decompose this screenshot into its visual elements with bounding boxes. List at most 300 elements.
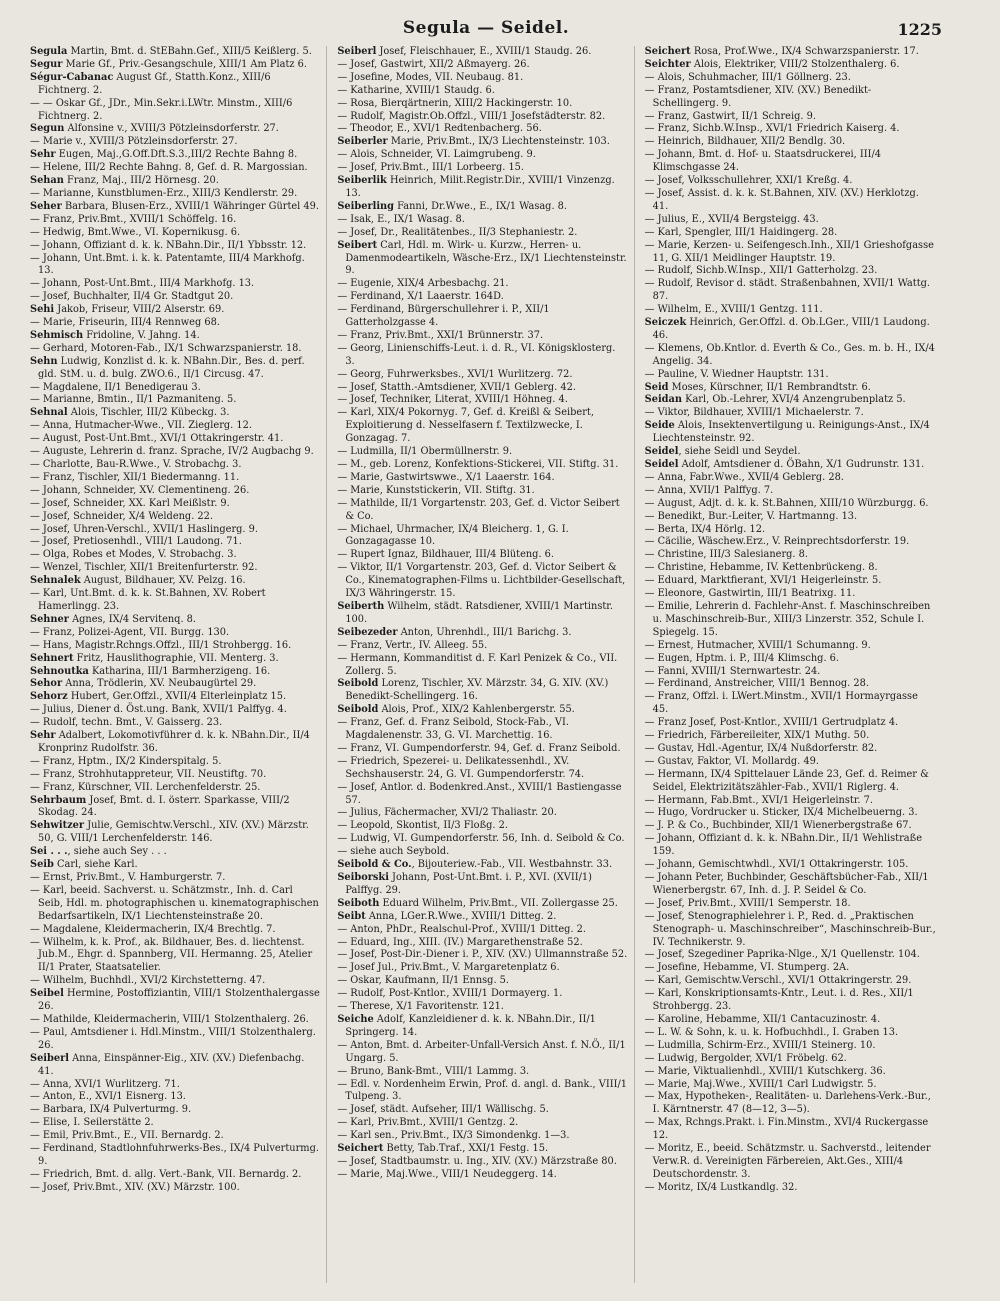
entry-details: Alois, Prof., XIX/2 Kahlenbergerstr. 55. bbox=[378, 704, 575, 716]
directory-entry bbox=[645, 394, 936, 407]
directory-entry bbox=[30, 627, 320, 640]
entry-details: — Gustav, Hdl.-Agentur, IX/4 Nußdorferstr. 82. bbox=[644, 742, 878, 754]
directory-entry bbox=[645, 1066, 936, 1079]
directory-entry bbox=[645, 46, 936, 59]
entry-details: — Marie, Kunststickerin, VII. Stiftg. 31. bbox=[337, 484, 535, 496]
directory-entry bbox=[30, 1182, 320, 1195]
directory-entry bbox=[645, 820, 936, 833]
directory-entry bbox=[30, 98, 320, 124]
directory-entry bbox=[30, 227, 320, 240]
entry-details: — Josef, Techniker, Literat, XVIII/1 Höhneg. 4. bbox=[337, 394, 568, 406]
directory-entry bbox=[30, 704, 320, 717]
entry-details: — Marie, Maj.Wwe., VIII/1 Neudeggerg. 14. bbox=[337, 1168, 557, 1180]
entry-details: — Helene, III/2 Rechte Bahng. 8, Gef. d. R. Margossian. bbox=[30, 162, 308, 174]
entry-surname: Seiberl bbox=[337, 46, 377, 57]
directory-entry bbox=[645, 691, 936, 717]
entry-surname: Segur bbox=[30, 58, 63, 70]
directory-entry bbox=[645, 833, 936, 859]
entry-details: — Viktor, Bildhauer, XVIII/1 Michaelerstr. 7. bbox=[644, 407, 864, 419]
directory-entry bbox=[645, 214, 936, 227]
directory-entry bbox=[645, 1014, 936, 1027]
entry-details: — Franz, Postamtsdiener, XIV. (XV.) Benedikt-Schellingerg. 9. bbox=[644, 84, 872, 109]
entry-details: — Christine, III/3 Salesianerg. 8. bbox=[644, 549, 809, 561]
entry-surname: Seibel bbox=[30, 988, 64, 1000]
directory-entry bbox=[30, 975, 320, 988]
entry-details: — Johann, Post-Unt.Bmt., III/4 Markhofg. 13. bbox=[30, 278, 255, 290]
entry-surname: Seibert bbox=[337, 239, 378, 251]
entry-details: — Emil, Priv.Bmt., E., VII. Bernardg. 2. bbox=[30, 1130, 224, 1142]
directory-entry bbox=[337, 937, 627, 950]
entry-details: — Wilhelm, k. k. Prof., ak. Bildhauer, Bes. d. liechtenst. Jub.M., Ehgr. d. Spannberg, VII. Hermanng. 25, Atelier II/1 Prater, Staatsatelier. bbox=[30, 936, 313, 974]
entry-details: — Anna, XVI/1 Wurlitzerg. 71. bbox=[30, 1078, 180, 1090]
entry-surname: Seibezeder bbox=[337, 626, 398, 638]
entry-details: — Julius, Fächermacher, XVI/2 Thaliastr. 20. bbox=[337, 807, 557, 819]
entry-surname: Seichter bbox=[644, 58, 691, 70]
entry-surname: Seid bbox=[644, 381, 669, 393]
directory-entry bbox=[645, 756, 936, 769]
entry-details: — Mathilde, II/1 Vorgartenstr. 203, Gef. d. Victor Seibert & Co. bbox=[337, 497, 620, 522]
entry-surname: Seidel bbox=[644, 459, 679, 470]
directory-entry bbox=[337, 162, 627, 175]
directory-entry bbox=[30, 498, 320, 511]
entry-details: — Karl sen., Priv.Bmt., IX/3 Simondenkg. 1—3. bbox=[337, 1130, 570, 1142]
directory-entry bbox=[337, 59, 627, 72]
entry-details: — Magdalene, II/1 Benedigerau 3. bbox=[30, 381, 201, 393]
entry-details: — — Oskar Gf., JDr., Min.Sekr.i.LWtr. Minstm., XIII/6 Fichtnerg. 2. bbox=[30, 97, 293, 122]
directory-entry bbox=[30, 1079, 320, 1092]
entry-details: — Franz, Strohhutappreteur, VII. Neustiftg. 70. bbox=[30, 768, 267, 780]
directory-entry bbox=[30, 433, 320, 446]
entry-surname: Sei . . . bbox=[30, 846, 68, 858]
entry-details: — Franz, Tischler, XII/1 Biedermanng. 11. bbox=[30, 471, 240, 483]
directory-entry bbox=[645, 304, 936, 317]
entry-details: Marie, Priv.Bmt., IX/3 Liechtensteinstr. 103. bbox=[387, 136, 610, 148]
directory-entry bbox=[645, 111, 936, 124]
directory-entry bbox=[645, 446, 936, 459]
directory-entry bbox=[337, 846, 627, 859]
entry-details: — Magdalene, Kleidermacherin, IX/4 Brechtlg. 7. bbox=[30, 923, 276, 935]
entry-details: Martin, Bmt. d. StEBahn.Gef., XIII/5 Keißlerg. 5. bbox=[67, 46, 312, 57]
entry-details: — Josef, Stadtbaumstr. u. Ing., XIV. (XV.) Märzstraße 80. bbox=[337, 1155, 617, 1167]
entry-details: — Marie, Kerzen- u. Seifengesch.Inh., XII/1 Grieshofgasse 11, G. XII/1 Meidlinger Hauptstr. 19. bbox=[644, 239, 934, 264]
entry-details: — Josef, Dr., Realitätenbes., II/3 Stephaniestr. 2. bbox=[337, 226, 578, 238]
entry-surname: Seibt bbox=[337, 910, 366, 922]
entry-details: — Franz, VI. Gumpendorferstr. 94, Gef. d. Franz Seibold. bbox=[337, 742, 621, 754]
directory-entry bbox=[337, 807, 627, 820]
directory-entry bbox=[30, 562, 320, 575]
entry-details: August Gf., Statth.Konz., XIII/6 Fichtnerg. 2. bbox=[38, 71, 271, 96]
entry-details: — Berta, IX/4 Hörlg. 12. bbox=[644, 523, 766, 535]
entry-details: — August, Post-Unt.Bmt., XVI/1 Ottakringerstr. 41. bbox=[30, 433, 284, 445]
directory-entry bbox=[337, 1169, 627, 1182]
entry-surname: Sehr bbox=[30, 149, 56, 161]
entry-surname: Seiberler bbox=[337, 136, 388, 148]
entry-details: — Johann Peter, Buchbinder, Geschäftsbücher-Fab., XII/1 Wienerbergstr. 67, Inh. d. J. P. Seidel & Co. bbox=[644, 872, 929, 896]
entry-details: — Rudolf, Post-Kntlor., XVIII/1 Dormayerg. 1. bbox=[337, 988, 563, 1000]
entry-details: Katharina, III/1 Barmherzigeng. 16. bbox=[88, 665, 271, 677]
entry-details: — Karoline, Hebamme, XII/1 Cantacuzinostr. 4. bbox=[644, 1013, 881, 1025]
entry-details: — siehe auch Seybold. bbox=[337, 846, 450, 858]
directory-entry bbox=[30, 1130, 320, 1143]
entry-details: , siehe Seidl und Seydel. bbox=[678, 446, 801, 458]
directory-entry bbox=[645, 666, 936, 679]
entry-surname: Seide bbox=[644, 420, 675, 432]
entry-details: — Max, Rchngs.Prakt. i. Fin.Minstm., XVI/4 Ruckergasse 12. bbox=[644, 1117, 929, 1142]
entry-details: Fritz, Hauslithographie, VII. Menterg. 3. bbox=[73, 652, 279, 664]
entry-surname: Sehi bbox=[30, 304, 55, 316]
directory-entry bbox=[30, 1014, 320, 1027]
entry-details: — Viktor, II/1 Vorgartenstr. 203, Gef. d. Victor Seibert & Co., Kinematographen-Films u. Lichtbilder-Gesellschaft, IX/3 Währingerstr. 15. bbox=[337, 562, 626, 600]
directory-entry bbox=[645, 485, 936, 498]
entry-details: August, Bildhauer, XV. Pelzg. 16. bbox=[80, 575, 246, 587]
directory-entry bbox=[30, 1091, 320, 1104]
directory-entry bbox=[337, 911, 627, 924]
directory-entry bbox=[645, 588, 936, 601]
directory-entry bbox=[645, 136, 936, 149]
directory-entry bbox=[30, 330, 320, 343]
directory-entry bbox=[645, 343, 936, 369]
entry-details: — Paul, Amtsdiener i. Hdl.Minstm., VIII/1 Stolzenthalerg. 26. bbox=[30, 1026, 316, 1051]
entry-details: — Josef, Post-Dir.-Diener i. P., XIV. (XV.) Ullmannstraße 52. bbox=[337, 949, 628, 961]
entry-details: — Franz, Priv.Bmt., XXI/1 Brünnerstr. 37. bbox=[337, 329, 544, 341]
directory-entry bbox=[337, 820, 627, 833]
entry-details: — Benedikt, Bur.-Leiter, V. Hartmanng. 13. bbox=[644, 510, 858, 522]
directory-entry bbox=[30, 859, 320, 872]
entry-details: — Heinrich, Bildhauer, XII/2 Bendlg. 30. bbox=[644, 136, 846, 148]
entry-details: — M., geb. Lorenz, Konfektions-Stickerei, VII. Stiftg. 31. bbox=[337, 459, 619, 470]
entry-details: — Franz Josef, Post-Kntlor., XVIII/1 Gertrudplatz 4. bbox=[644, 717, 899, 729]
directory-entry bbox=[337, 962, 627, 975]
directory-entry bbox=[337, 111, 627, 124]
entry-details: — Anton, E., XVI/1 Eisnerg. 13. bbox=[30, 1091, 186, 1103]
entry-details: — Josef, Schneider, XX. Karl Meißlstr. 9. bbox=[30, 497, 230, 509]
directory-entry bbox=[645, 265, 936, 278]
entry-details: — Rudolf, Revisor d. städt. Straßenbahnen, XVII/1 Wattg. 87. bbox=[644, 278, 931, 303]
directory-entry bbox=[645, 898, 936, 911]
directory-entry bbox=[30, 614, 320, 627]
directory-entry bbox=[30, 201, 320, 214]
directory-entry bbox=[30, 549, 320, 562]
directory-entry bbox=[645, 549, 936, 562]
directory-entry bbox=[30, 136, 320, 149]
directory-entry bbox=[30, 937, 320, 976]
directory-entry bbox=[337, 743, 627, 756]
directory-entry bbox=[645, 175, 936, 188]
running-head: Segula — Seidel. bbox=[402, 18, 570, 38]
entry-details: — Ludwig, VI. Gumpendorferstr. 56, Inh. d. Seibold & Co. bbox=[337, 833, 625, 845]
directory-entry bbox=[30, 278, 320, 291]
entry-details: — Wilhelm, Buchhdl., XVI/2 Kirchstetterng. 47. bbox=[30, 975, 266, 987]
entry-details: — Franz, Gastwirt, II/1 Schreig. 9. bbox=[644, 110, 816, 122]
entry-details: — Oskar, Kaufmann, II/1 Ennsg. 5. bbox=[337, 975, 510, 987]
entry-details: Anna, LGer.R.Wwe., XVIII/1 Ditteg. 2. bbox=[365, 910, 557, 922]
directory-entry bbox=[337, 1104, 627, 1117]
entry-details: Adolf, Amtsdiener d. ÖBahn, X/1 Gudrunstr. 131. bbox=[678, 459, 925, 470]
entry-surname: Seidan bbox=[644, 394, 683, 406]
entry-surname: Sehorz bbox=[30, 691, 68, 703]
entry-details: — Ferdinand, Stadtlohnfuhrwerks-Bes., IX/4 Pulverturmg. 9. bbox=[30, 1143, 319, 1167]
entry-details: — Marie, Gastwirtswwe., X/1 Laaerstr. 164. bbox=[337, 471, 555, 483]
entry-details: — Fanni, XVIII/1 Sternwartestr. 24. bbox=[644, 665, 821, 677]
directory-entry bbox=[30, 1104, 320, 1117]
entry-details: Alfonsine v., XVIII/3 Pötzleinsdorferstr. 27. bbox=[64, 123, 279, 135]
entry-details: — Wilhelm, E., XVIII/1 Gentzg. 111. bbox=[644, 304, 823, 316]
directory-entry bbox=[30, 291, 320, 304]
directory-entry bbox=[30, 872, 320, 885]
directory-entry bbox=[337, 898, 627, 911]
entry-details: Anton, Uhrenhdl., III/1 Barichg. 3. bbox=[397, 626, 572, 638]
entry-details: — Josef, Pretiosenhdl., VIII/1 Laudong. 71. bbox=[30, 536, 242, 548]
directory-entry bbox=[337, 175, 627, 201]
entry-details: — Josef, Buchhalter, II/4 Gr. Stadtgut 20. bbox=[30, 291, 234, 303]
directory-entry bbox=[645, 769, 936, 795]
directory-entry bbox=[645, 1053, 936, 1066]
directory-entry bbox=[337, 472, 627, 485]
entry-details: — Josef, Stenographielehrer i. P., Red. d. „Praktischen Stenograph- u. Maschinschreiber“, Maschinschreib-Bur., IV. Technikerstr. 9. bbox=[644, 910, 936, 948]
entry-details: — Anna, XVII/1 Palffyg. 7. bbox=[644, 484, 774, 496]
directory-entry bbox=[30, 240, 320, 253]
entry-details: — Josef, Priv.Bmt., III/1 Lorbeerg. 15. bbox=[337, 162, 525, 174]
directory-entry bbox=[645, 382, 936, 395]
entry-details: — Josef, Statth.-Amtsdiener, XVII/1 Geblerg. 42. bbox=[337, 381, 576, 393]
entry-details: — Marie v., XVIII/3 Pötzleinsdorferstr. 27. bbox=[30, 136, 238, 148]
directory-entry bbox=[30, 782, 320, 795]
entry-details: — Elise, I. Seilerstätte 2. bbox=[30, 1117, 154, 1129]
directory-entry bbox=[645, 498, 936, 511]
directory-entry bbox=[645, 975, 936, 988]
directory-entry bbox=[645, 188, 936, 214]
directory-entry bbox=[30, 588, 320, 614]
directory-entry bbox=[337, 72, 627, 85]
entry-details: — Mathilde, Kleidermacherin, VIII/1 Stolzenthalerg. 26. bbox=[30, 1013, 309, 1025]
directory-entry bbox=[645, 407, 936, 420]
directory-entry bbox=[337, 988, 627, 1001]
entry-details: Hubert, Ger.Offzl., XVII/4 Elterleinplatz 15. bbox=[67, 691, 287, 703]
entry-details: — Olga, Robes et Modes, V. Strobachg. 3. bbox=[30, 549, 237, 561]
entry-surname: Seibold & Co. bbox=[337, 859, 412, 871]
directory-entry bbox=[337, 562, 627, 601]
directory-entry bbox=[645, 807, 936, 820]
directory-entry bbox=[645, 1091, 936, 1117]
entry-details: — Therese, X/1 Favoritenstr. 121. bbox=[337, 1001, 504, 1013]
entry-surname: Sehr bbox=[30, 730, 56, 742]
directory-entry bbox=[337, 382, 627, 395]
entry-details: Eugen, Maj.,G.Off.Dft.S.3.,III/2 Rechte Bahng 8. bbox=[55, 149, 298, 161]
entry-details: — Josefine, Modes, VII. Neubaug. 81. bbox=[337, 71, 524, 83]
entry-details: Moses, Kürschner, II/1 Rembrandtstr. 6. bbox=[668, 381, 871, 393]
entry-details: Josef, Fleischhauer, E., XVIII/1 Staudg. 26. bbox=[376, 46, 592, 57]
directory-entry bbox=[337, 782, 627, 808]
directory-entry bbox=[337, 717, 627, 743]
entry-details: — Karl, Konskriptionsamts-Kntr., Leut. i. d. Res., XII/1 Strohbergg. 23. bbox=[644, 988, 914, 1013]
directory-entry bbox=[337, 343, 627, 369]
entry-details: — Friedrich, Färbereileiter, XIX/1 Muthg. 50. bbox=[644, 730, 870, 742]
entry-details: — Ernest, Hutmacher, XVIII/1 Schumanng. 9. bbox=[644, 639, 871, 651]
entry-details: Heinrich, Ger.Offzl. d. Ob.LGer., VIII/1 Laudong. 46. bbox=[652, 317, 930, 341]
entry-details: — Josef, Volksschullehrer, XXI/1 Kreßg. 4. bbox=[644, 175, 853, 187]
directory-entry bbox=[337, 627, 627, 640]
directory-entry bbox=[30, 59, 320, 72]
directory-entry bbox=[645, 743, 936, 756]
entry-details: — Josef, Assist. d. k. k. St.Bahnen, XIV. (XV.) Herklotzg. 41. bbox=[644, 187, 919, 212]
directory-entry bbox=[337, 833, 627, 846]
directory-entry bbox=[337, 98, 627, 111]
directory-entry bbox=[645, 459, 936, 472]
directory-entry bbox=[30, 485, 320, 498]
entry-details: — Josef, Priv.Bmt., XIV. (XV.) Märzstr. 100. bbox=[30, 1181, 240, 1193]
directory-entry bbox=[30, 472, 320, 485]
directory-entry bbox=[30, 1053, 320, 1079]
entry-details: — Karl, Unt.Bmt. d. k. k. St.Bahnen, XV. Robert Hamerlingg. 23. bbox=[30, 588, 266, 612]
directory-entry bbox=[645, 717, 936, 730]
directory-entry bbox=[30, 769, 320, 782]
directory-entry bbox=[337, 498, 627, 524]
entry-surname: Seibold bbox=[337, 678, 379, 690]
entry-surname: Segula bbox=[30, 46, 68, 57]
entry-details: Rosa, Prof.Wwe., IX/4 Schwarzspanierstr. 17. bbox=[690, 46, 919, 57]
entry-surname: Sehan bbox=[30, 175, 64, 187]
directory-entry bbox=[30, 988, 320, 1014]
entry-details: — Eleonore, Gastwirtin, III/1 Beatrixg. 11. bbox=[644, 588, 856, 600]
entry-details: — Max, Hypotheken-, Realitäten- u. Darlehens-Verk.-Bur., I. Kärntnerstr. 47 (8—12, 3—5). bbox=[644, 1091, 931, 1116]
entry-details: — Johann, Offiziant d. k. k. NBahn.Dir., II/1 Wehlistraße 159. bbox=[644, 833, 922, 858]
entry-details: — Julius, E., XVII/4 Bergsteigg. 43. bbox=[644, 213, 819, 225]
directory-entry bbox=[645, 653, 936, 666]
entry-surname: Seiborski bbox=[337, 872, 389, 883]
directory-entry bbox=[645, 562, 936, 575]
directory-entry bbox=[30, 420, 320, 433]
directory-entry bbox=[30, 162, 320, 175]
directory-entry bbox=[30, 536, 320, 549]
directory-entry bbox=[337, 1143, 627, 1156]
directory-entry bbox=[337, 859, 627, 872]
page-number: 1225 bbox=[897, 20, 942, 39]
directory-entry bbox=[30, 820, 320, 846]
entry-surname: Sehwitzer bbox=[30, 820, 85, 832]
directory-entry bbox=[30, 924, 320, 937]
entry-details: — Friedrich, Spezerei- u. Delikatessenhdl., XV. Sechshauserstr. 24, G. VI. Gumpendorferstr. 74. bbox=[337, 755, 585, 780]
entry-details: , siehe auch Sey . . . bbox=[67, 846, 167, 858]
entry-details: — Leopold, Skontist, II/3 Floßg. 2. bbox=[337, 820, 508, 832]
directory-entry bbox=[337, 123, 627, 136]
entry-details: — Josef, Antlor. d. Bodenkred.Anst., XVIII/1 Bastiengasse 57. bbox=[337, 781, 622, 806]
directory-entry bbox=[30, 575, 320, 588]
entry-details: — Ernst, Priv.Bmt., V. Hamburgerstr. 7. bbox=[30, 872, 226, 883]
entry-details: — Ferdinand, X/1 Laaerstr. 164D. bbox=[337, 291, 504, 303]
entry-details: — Karl, XIX/4 Pokornyg. 7, Gef. d. Kreißl & Seibert, Exploitierung d. Nesselfasern f. Textilzwecke, I. Gonzagag. 7. bbox=[337, 407, 594, 445]
entry-details: — Isak, E., IX/1 Wasag. 8. bbox=[337, 213, 465, 225]
column-3 bbox=[645, 46, 942, 1283]
entry-details: Anna, Trödlerin, XV. Neubaugürtel 29. bbox=[62, 678, 257, 690]
directory-entry bbox=[337, 549, 627, 562]
directory-entry bbox=[30, 524, 320, 537]
entry-details: — Johann, Schneider, XV. Clementineng. 26. bbox=[30, 484, 250, 496]
directory-entry bbox=[337, 304, 627, 330]
entry-details: — Eduard, Marktfierant, XVI/1 Heigerleinstr. 5. bbox=[644, 575, 882, 587]
directory-entry bbox=[645, 59, 936, 72]
entry-details: — Anton, PhDr., Realschul-Prof., XVIII/1 Ditteg. 2. bbox=[337, 923, 587, 935]
entry-details: — Franz, Gef. d. Franz Seibold, Stock-Fab., VI. Magdalenenstr. 33, G. VI. Marchettig. 16. bbox=[337, 717, 569, 742]
entry-details: — Rudolf, Magistr.Ob.Offzl., VIII/1 Josefstädterstr. 82. bbox=[337, 110, 606, 122]
entry-surname: Seiberl bbox=[30, 1052, 69, 1064]
entry-surname: Seiczek bbox=[644, 317, 687, 329]
entry-details: — Rudolf, techn. Bmt., V. Gaisserg. 23. bbox=[30, 717, 223, 729]
directory-entry bbox=[645, 317, 936, 343]
entry-details: — Emilie, Lehrerin d. Fachlehr-Anst. f. Maschinschreiben u. Maschinschreib-Bur., XIII/3 Linzerstr. 352, Schule I. Spiegelg. 15. bbox=[644, 600, 931, 638]
directory-entry bbox=[337, 601, 627, 627]
entry-details: Josef, Bmt. d. I. österr. Sparkasse, VIII/2 Skodag. 24. bbox=[38, 794, 290, 819]
directory-entry bbox=[645, 640, 936, 653]
directory-entry bbox=[30, 666, 320, 679]
directory-entry bbox=[337, 278, 627, 291]
entry-details: Agnes, IX/4 Servitenq. 8. bbox=[68, 613, 197, 625]
directory-entry bbox=[645, 123, 936, 136]
entry-details: — Barbara, IX/4 Pulverturmg. 9. bbox=[30, 1104, 192, 1116]
entry-details: — Johann, Unt.Bmt. i. k. k. Patentamte, III/4 Markhofg. 13. bbox=[30, 252, 305, 277]
entry-surname: Seiche bbox=[337, 1013, 374, 1025]
directory-entry bbox=[30, 717, 320, 730]
entry-details: — Josef, Gastwirt, XII/2 Aßmayerg. 26. bbox=[337, 58, 530, 70]
directory-entry bbox=[337, 485, 627, 498]
entry-details: — Pauline, V. Wiedner Hauptstr. 131. bbox=[644, 368, 829, 380]
entry-details: Barbara, Blusen-Erz., XVIII/1 Währinger Gürtel 49. bbox=[61, 200, 320, 212]
entry-details: — Ludwig, Bergolder, XVI/1 Fröbelg. 62. bbox=[644, 1052, 847, 1064]
entry-details: — Alois, Schuhmacher, III/1 Göllnerg. 23. bbox=[644, 71, 851, 83]
column-1 bbox=[30, 46, 327, 1283]
directory-entry bbox=[645, 1143, 936, 1182]
directory-entry bbox=[645, 678, 936, 691]
entry-details: — Marie, Viktualienhdl., XVIII/1 Kutschkerg. 36. bbox=[644, 1065, 886, 1077]
entry-surname: Sehrbaum bbox=[30, 794, 87, 806]
entry-details: Marie Gf., Priv.-Gesangschule, XIII/1 Am Platz 6. bbox=[62, 58, 308, 70]
directory-entry bbox=[645, 85, 936, 111]
directory-entry bbox=[337, 407, 627, 446]
entry-details: Betty, Tab.Traf., XXI/1 Festg. 15. bbox=[383, 1143, 549, 1155]
directory-entry bbox=[30, 394, 320, 407]
directory-entry bbox=[30, 407, 320, 420]
directory-entry bbox=[337, 227, 627, 240]
directory-entry bbox=[30, 175, 320, 188]
entry-details: Adalbert, Lokomotivführer d. k. k. NBahn.Dir., II/4 Kronprinz Rudolfstr. 36. bbox=[38, 730, 310, 754]
directory-entry bbox=[645, 872, 936, 898]
directory-entry bbox=[30, 795, 320, 821]
entry-details: — Hugo, Vordrucker u. Sticker, IX/4 Michelbeuerng. 3. bbox=[644, 807, 918, 819]
entry-details: — Hermann, IX/4 Spittelauer Lände 23, Gef. d. Reimer & Seidel, Elektrizitätszähler-Fab., XVII/1 Riglerg. 4. bbox=[644, 768, 929, 793]
entry-details: — Marianne, Kunstblumen-Erz., XIII/3 Kendlerstr. 29. bbox=[30, 187, 298, 199]
directory-entry bbox=[645, 1027, 936, 1040]
directory-entry bbox=[30, 846, 320, 859]
entry-details: — Wenzel, Tischler, XII/1 Breitenfurterstr. 92. bbox=[30, 562, 258, 574]
directory-entry bbox=[337, 149, 627, 162]
directory-entry bbox=[337, 756, 627, 782]
entry-details: — August, Adjt. d. k. k. St.Bahnen, XIII/10 Würzburgg. 6. bbox=[644, 497, 929, 509]
entry-details: Fridoline, V. Jahng. 14. bbox=[83, 329, 200, 341]
entry-details: — Hedwig, Bmt.Wwe., VI. Kopernikusg. 6. bbox=[30, 226, 241, 238]
entry-details: — Eugenie, XIX/4 Arbesbachg. 21. bbox=[337, 278, 509, 290]
entry-details: — Gerhard, Motoren-Fab., IX/1 Schwarzspanierstr. 18. bbox=[30, 342, 302, 354]
directory-entry bbox=[30, 1143, 320, 1169]
entry-details: — Josefine, Hebamme, VI. Stumperg. 2A. bbox=[644, 962, 850, 974]
directory-entry bbox=[337, 1001, 627, 1014]
entry-details: — Johann, Bmt. d. Hof- u. Staatsdruckerei, III/4 Klimschgasse 24. bbox=[644, 149, 881, 174]
directory-entry bbox=[30, 149, 320, 162]
entry-details: — Georg, Linienschiffs-Leut. i. d. R., VI. Königsklosterg. 3. bbox=[337, 342, 616, 367]
entry-details: — Marie, Friseurin, III/4 Rennweg 68. bbox=[30, 317, 220, 329]
directory-entry bbox=[337, 446, 627, 459]
entry-details: — Friedrich, Bmt. d. allg. Vert.-Bank, VII. Bernardg. 2. bbox=[30, 1168, 302, 1180]
directory-entry bbox=[30, 72, 320, 98]
entry-surname: Seiberling bbox=[337, 200, 395, 212]
